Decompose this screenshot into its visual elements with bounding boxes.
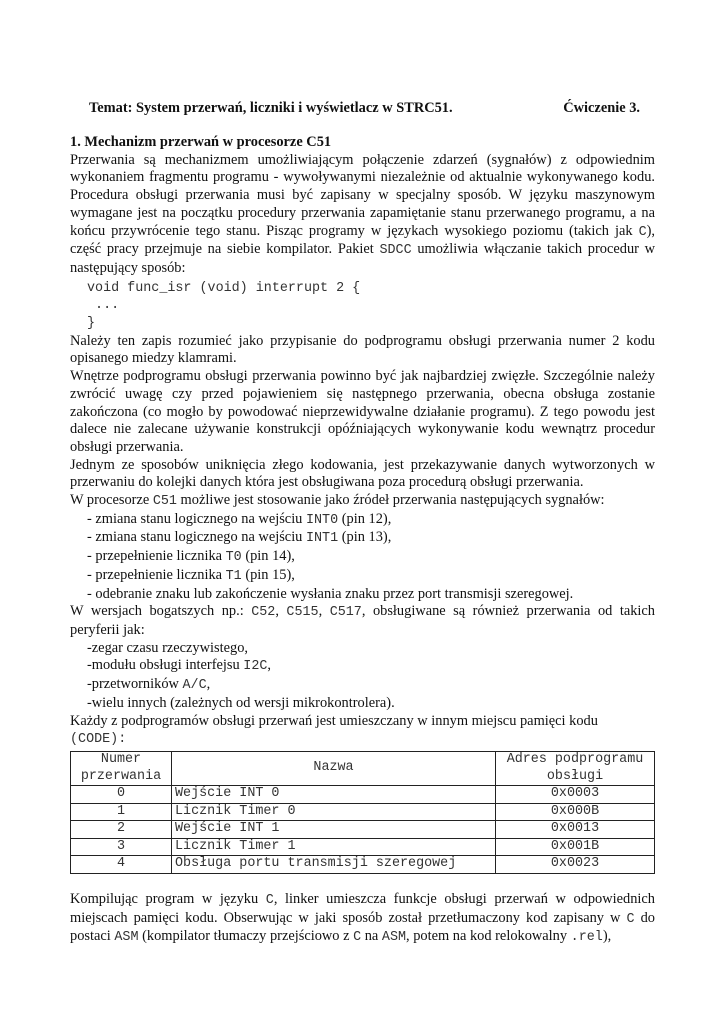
- page-header: [89, 100, 640, 118]
- table-row: 4 Obsługa portu transmisji szeregowej 0x0023: [71, 856, 655, 874]
- list-item: -zegar czasu rzeczywistego,: [87, 639, 248, 656]
- list-item: -modułu obsługi interfejsu I2C,: [87, 657, 271, 675]
- list-item: -przetworników A/C,: [87, 676, 211, 694]
- peripherals-list: [70, 640, 655, 713]
- column-header: Adres podprogramu obsługi: [496, 751, 655, 785]
- paragraph-queue: Jednym ze sposobów uniknięcia złego kodowania, jest przekazywanie danych wytworzonych w przerwaniu do kolejki danych która jest obsługiwana poza procedurą obsługi przerwania.: [70, 456, 655, 491]
- list-item: - odebranie znaku lub zakończenie wysłania znaku przez port transmisji szeregowej.: [87, 585, 574, 602]
- interrupt-table: [70, 751, 655, 874]
- list-item: -wielu innych (zależnych od wersji mikrokontrolera).: [87, 694, 395, 711]
- list-item: - przepełnienie licznika T0 (pin 14),: [87, 548, 295, 566]
- code-block: [87, 280, 655, 333]
- table-row: 3 Licznik Timer 1 0x001B: [71, 838, 655, 856]
- section-1: [70, 134, 655, 947]
- list-item: - zmiana stanu logicznego na wejściu INT0 (pin 12),: [87, 510, 392, 528]
- section-heading: 1. Mechanizm przerwań w procesorze C51: [70, 134, 332, 150]
- paragraph-intro: Przerwania są mechanizmem umożliwiającym połączenie zdarzeń (sygnałów) z odpowiednim wykonaniem fragmentu programu - wywoływanymi niezależnie od aktualnie wykonywanego kodu. Procedura obsługi przerwania musi być zapisany w specjalny sposób. W języku maszynowym wymagane jest na początku procedury przerwania zapamiętanie stanu przerwanego programu, a na końcu przywrócenie tego stanu. Pisząc programy w językach wysokiego poziomu (takich jak C), część pracy przejmuje na siebie kompilator. Pakiet SDCC umożliwia włączanie takich procedur w następujący sposób:: [70, 151, 655, 276]
- sources-list: [70, 511, 655, 604]
- table-row: 0 Wejście INT 0 0x0003: [71, 786, 655, 804]
- page-title: Temat: System przerwań, liczniki i wyświetlacz w STRC51.: [89, 100, 453, 116]
- code-line: }: [87, 316, 96, 332]
- paragraph-isr-advice: Wnętrze podprogramu obsługi przerwania powinno być jak najbardziej zwięzłe. Szczególnie należy zwrócić uwagę czy przed pojawieniem się następnego przerwania, obecna obsługa zostanie zakończona (co mogło by powodować nieprzewidywalne działanie programu). Z tego powodu jest dalece nie zalecane używanie konstrukcji opóźniających wykonywanie kodu wewnątrz procedur obsługi przerwania.: [70, 368, 655, 455]
- list-item: - przepełnienie licznika T1 (pin 15),: [87, 566, 295, 584]
- exercise-label: Ćwiczenie 3.: [563, 100, 640, 116]
- list-item: - zmiana stanu logicznego na wejściu INT1 (pin 13),: [87, 529, 392, 547]
- code-line: ...: [87, 298, 120, 314]
- paragraph-memory: Każdy z podprogramów obsługi przerwań jest umieszczany w innym miejscu pamięci kodu (CODE):: [70, 712, 598, 748]
- paragraph-sources-intro: W procesorze C51 możliwe jest stosowanie jako źródeł przerwania następujących sygnałów:: [70, 492, 605, 510]
- column-header: Numer przerwania: [71, 751, 172, 785]
- paragraph-explanation: Należy ten zapis rozumieć jako przypisanie do podprogramu obsługi przerwania numer 2 kodu opisanego miedzy klamrami.: [70, 332, 655, 367]
- paragraph-linker: Kompilując program w języku C, linker umieszcza funkcje obsługi przerwań w odpowiednich miejscach pamięci kodu. Obserwując w jaki sposób został przetłumaczony kod zapisany w C do postaci ASM (kompilator tłumaczy przejściowo z C na ASM, potem na kod relokowalny .rel),: [70, 891, 655, 946]
- paragraph-versions: W wersjach bogatszych np.: C52, C515, C517, obsługiwane są również przerwania od takich peryferii jak:: [70, 603, 655, 638]
- table-header-row: [71, 751, 655, 785]
- code-line: void func_isr (void) interrupt 2 {: [87, 280, 361, 296]
- table-row: 2 Wejście INT 1 0x0013: [71, 821, 655, 839]
- table-row: 1 Licznik Timer 0 0x000B: [71, 803, 655, 821]
- column-header: Nazwa: [172, 751, 496, 785]
